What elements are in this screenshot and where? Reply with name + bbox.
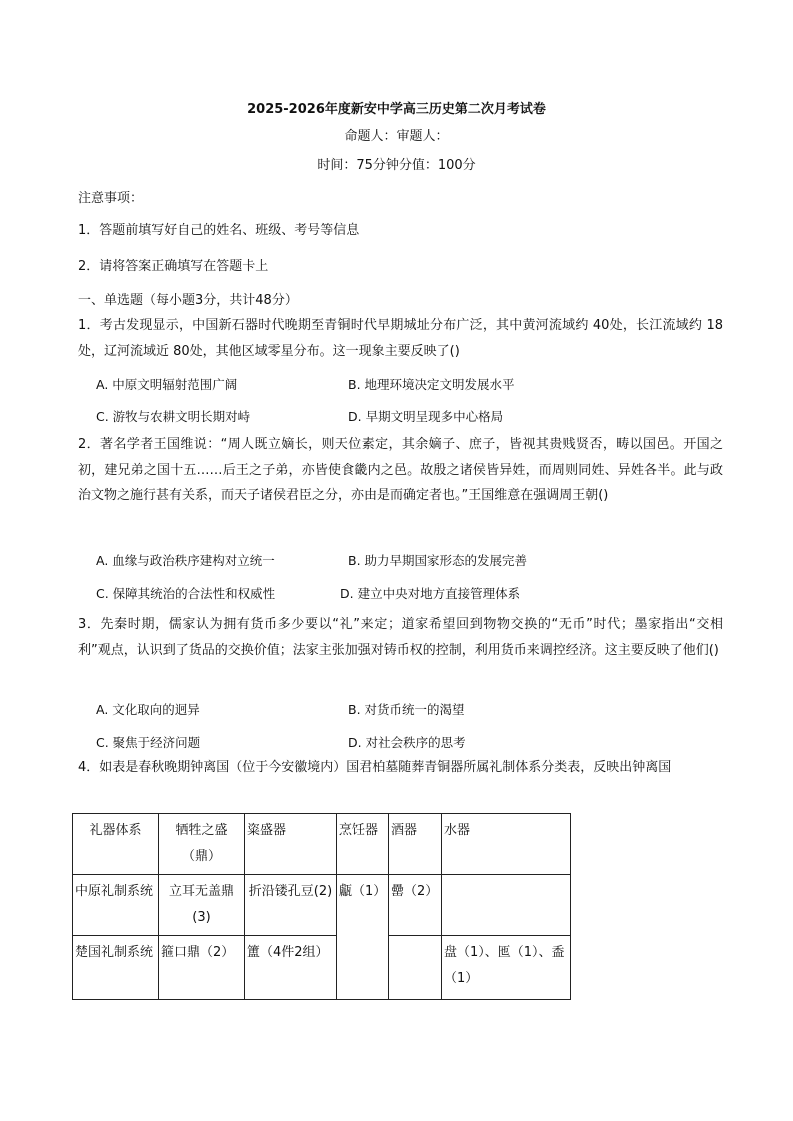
question-1-option-b[interactable]: B. 地理环境决定文明发展水平	[348, 377, 515, 392]
exam-authors: 命题人：审题人：	[344, 129, 449, 144]
question-2-option-d[interactable]: D. 建立中央对地方直接管理体系	[340, 586, 521, 601]
notes-heading: 注意事项：	[78, 191, 144, 206]
exam-time-score: 时间：75分钟分值：100分	[317, 158, 476, 173]
question-2-option-b[interactable]: B. 助力早期国家形态的发展完善	[348, 553, 528, 568]
table-cell: 罍（2）	[389, 875, 442, 936]
question-3-option-b[interactable]: B. 对货币统一的渴望	[348, 702, 465, 717]
question-2-option-c[interactable]: C. 保障其统治的合法性和权威性	[96, 586, 276, 601]
table-cell	[389, 936, 442, 1000]
table-header-cell: 烹饪器	[337, 814, 389, 875]
question-3-option-a[interactable]: A. 文化取向的迥异	[96, 702, 200, 717]
table-header-cell: 牺牲之盛（鼎）	[159, 814, 245, 875]
table-cell	[442, 875, 571, 936]
exam-title: 2025-2026年度新安中学高三历史第二次月考试卷	[247, 102, 546, 117]
table-header-cell: 礼器体系	[73, 814, 159, 875]
question-1-option-d[interactable]: D. 早期文明呈现多中心格局	[348, 409, 504, 424]
table-cell: 簠（4件2组）	[245, 936, 337, 1000]
table-row	[73, 936, 571, 1000]
table-header-cell: 酒器	[389, 814, 442, 875]
table-cell: 立耳无盖鼎(3)	[159, 875, 245, 936]
table-cell: 中原礼制系统	[73, 875, 159, 936]
question-4-stem: 4．如表是春秋晚期钟离国（位于今安徽境内）国君柏墓随葬青铜器所属礼制体系分类表，反映出钟离国	[78, 760, 672, 775]
question-2-option-a[interactable]: A. 血缘与政治秩序建构对立统一	[96, 553, 275, 568]
note-item-1: 1．答题前填写好自己的姓名、班级、考号等信息	[78, 223, 360, 238]
question-1-stem: 1．考古发现显示，中国新石器时代晚期至青铜时代早期城址分布广泛，其中黄河流域约 40处，长江流域约 18处，辽河流域近 80处，其他区域零星分布。这一现象主要反映了()	[78, 318, 723, 359]
question-3-option-c[interactable]: C. 聚焦于经济问题	[96, 735, 201, 750]
question-3-stem: 3．先秦时期，儒家认为拥有货币多少要以“礼”来定；道家希望回到物物交换的“无币”时代；墨家指出“交相利”观点，认识到了货品的交换价值；法家主张加强对铸币权的控制，利用货币来调控经济。这主要反映了他们()	[78, 617, 723, 658]
table-cell: 盘（1）、匜（1）、盉（1）	[442, 936, 571, 1000]
table-cell: 甗（1）	[337, 875, 389, 1000]
question-1-option-a[interactable]: A. 中原文明辐射范围广阔	[96, 377, 238, 392]
question-3-option-d[interactable]: D. 对社会秩序的思考	[348, 735, 466, 750]
table-row	[73, 875, 571, 936]
table-header-cell: 水器	[442, 814, 571, 875]
question-1-option-c[interactable]: C. 游牧与农耕文明长期对峙	[96, 409, 251, 424]
table-cell: 箍口鼎（2）	[159, 936, 245, 1000]
note-item-2: 2．请将答案正确填写在答题卡上	[78, 259, 269, 274]
section-heading: 一、单选题（每小题3分，共计48分）	[78, 293, 298, 308]
bronze-ritual-table	[72, 813, 571, 1000]
table-cell: 楚国礼制系统	[73, 936, 159, 1000]
table-header-row	[73, 814, 571, 875]
question-2-stem: 2．著名学者王国维说：“周人既立嫡长，则天位素定，其余嫡子、庶子，皆视其贵贱贤否，畴以国邑。开国之初，建兄弟之国十五……后王之子弟，亦皆使食畿内之邑。故殷之诸侯皆异姓，而周则同姓、异姓各半。此与政治文物之施行甚有关系，而天子诸侯君臣之分，亦由是而确定者也。”王国维意在强调周王朝()	[78, 437, 723, 503]
table-header-cell: 粢盛器	[245, 814, 337, 875]
table-cell: 折沿镂孔豆(2)	[245, 875, 337, 936]
